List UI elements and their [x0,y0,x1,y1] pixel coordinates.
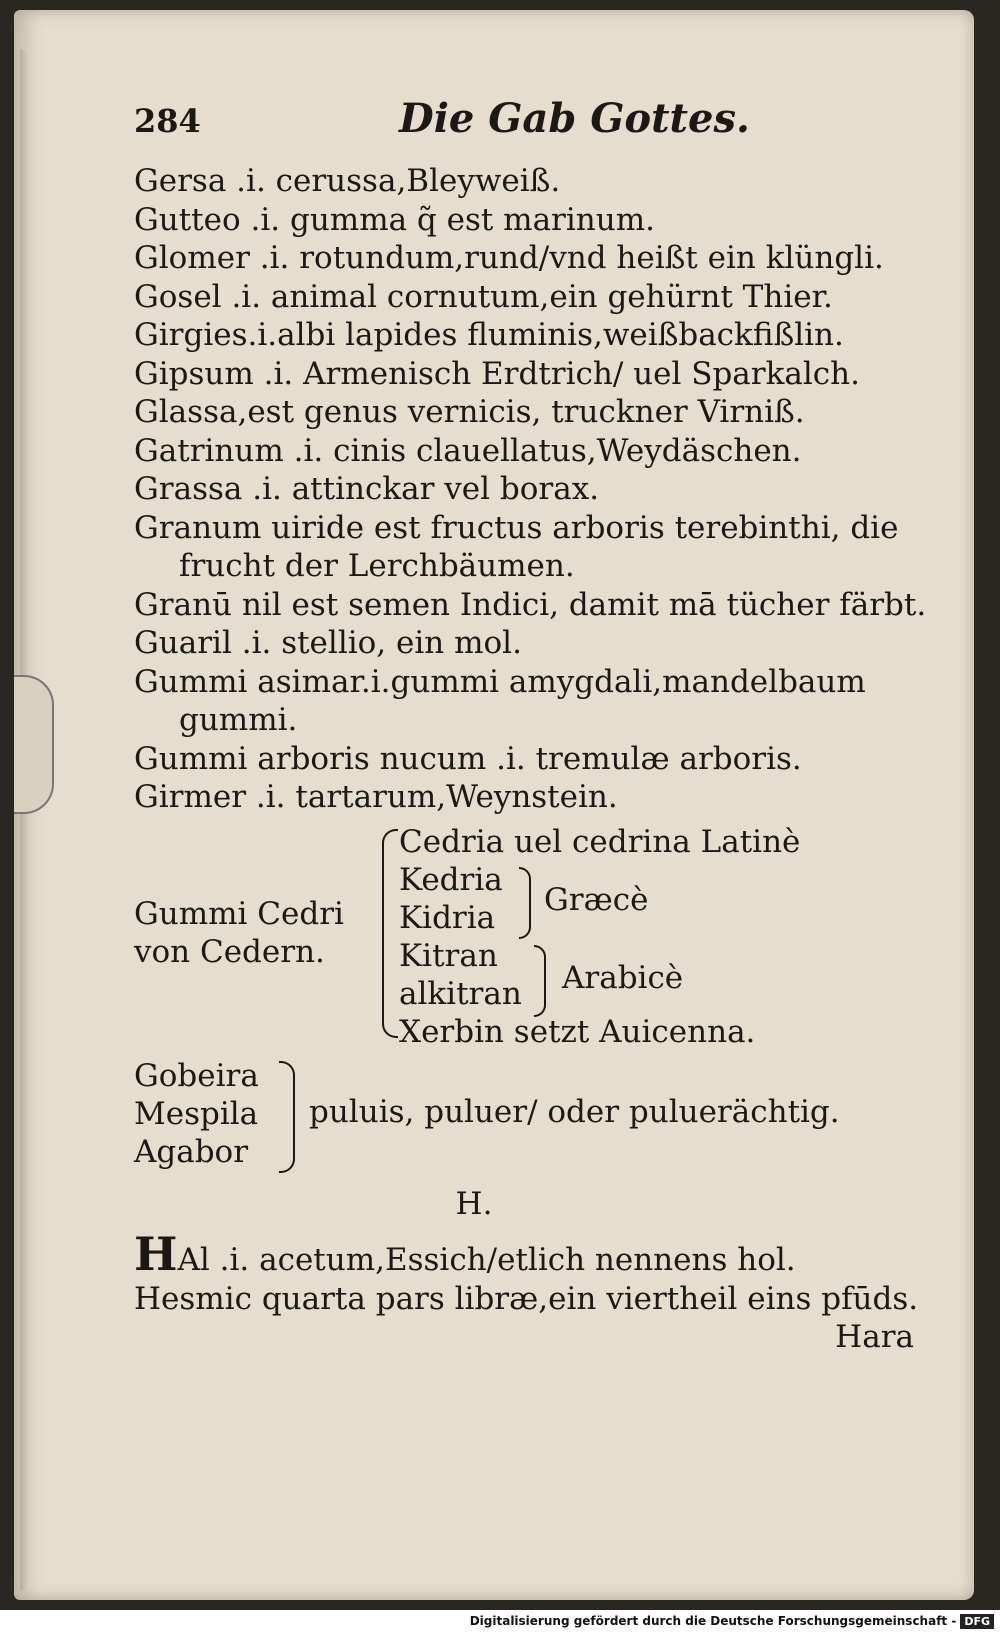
entry-line: Granū nil est semen Indici, damit mā tücher färbt. [134,586,927,623]
page-header [134,95,914,162]
entry-text: Al .i. acetum,Essich/etlich nennens hol. [177,1242,796,1278]
digitization-footer [0,1610,1000,1633]
synonym-row: Kidria [399,899,496,936]
dfg-logo: DFG [960,1614,994,1629]
entry-line [134,1227,914,1281]
entry-line: Gipsum .i. Armenisch Erdtrich/ uel Sparkalch. [134,355,860,392]
entry-continuation: frucht der Lerchbäumen. [179,548,575,584]
page-text [134,95,927,1357]
entry-line: Glomer .i. rotundum,rund/vnd heißt ein klüngli. [134,240,884,276]
right-brace [279,1061,295,1173]
gobeira-meaning: puluis, puluer/ oder puluerächtig. [309,1093,840,1130]
page-tab [14,675,54,814]
entry-line: Glassa,est genus vernicis, truckner Virniß. [134,394,805,430]
arabice-label: Arabicè [562,959,684,996]
graece-brace [519,867,531,939]
page-number: 284 [134,102,201,140]
gobeira-item: Mespila [134,1095,259,1132]
entry-line: Gatrinum .i. cinis clauellatus,Weydäschen. [134,432,802,469]
cedri-headword [134,895,344,971]
cedri-headword-line: Gummi Cedri [134,895,344,932]
entry-line: Gummi arboris nucum .i. tremulæ arboris. [134,740,802,777]
graece-label: Græcè [544,881,649,918]
drop-initial: H [134,1227,178,1281]
cedri-synonyms [399,823,800,1051]
synonym-row: Kedria [399,861,503,898]
synonym-row: Cedria uel cedrina Latinè [399,823,801,860]
left-brace [382,829,398,1038]
entry-line: Gosel .i. animal cornutum,ein gehürnt Thier. [134,278,833,315]
footer-credit: Digitalisierung gefördert durch die Deutsche Forschungsgemeinschaft - [469,1614,957,1628]
catchword: Hara [835,1319,914,1355]
entry-line: Gersa .i. cerussa,Bleyweiß. [134,163,561,199]
section-letter: H. [455,1185,493,1222]
running-head: Die Gab Gottes. [399,95,750,142]
gobeira-brace-block [134,1057,914,1177]
synonym-row: Kitran [399,937,498,974]
entry-line: Hesmic quarta pars libræ,ein viertheil eins pfūds. [134,1280,919,1317]
book-page [14,10,974,1600]
arabice-brace [534,945,546,1017]
entry-continuation: gummi. [179,702,298,738]
cedri-headword-line: von Cedern. [134,933,325,970]
entry-line: Grassa .i. attinckar vel borax. [134,471,600,507]
synonym-row: alkitran [399,975,522,1012]
gobeira-item: Gobeira [134,1057,259,1094]
entry-line: Girmer .i. tartarum,Weynstein. [134,779,618,815]
gobeira-headwords [134,1057,259,1171]
entry-line: Gutteo .i. gumma q̃ est marinum. [134,201,655,238]
entry-line: Girgies.i.albi lapides fluminis,weißbackfißlin. [134,317,844,353]
entry-line: Granum uiride est fructus arboris terebinthi, die [134,509,899,546]
gobeira-item: Agabor [134,1133,249,1170]
cedri-brace-block [134,823,914,1050]
page-edge [20,50,30,1590]
entry-line: Guaril .i. stellio, ein mol. [134,625,522,661]
entry-line: Gummi asimar.i.gummi amygdali,mandelbaum [134,663,866,700]
synonym-row: Xerbin setzt Auicenna. [399,1013,756,1050]
